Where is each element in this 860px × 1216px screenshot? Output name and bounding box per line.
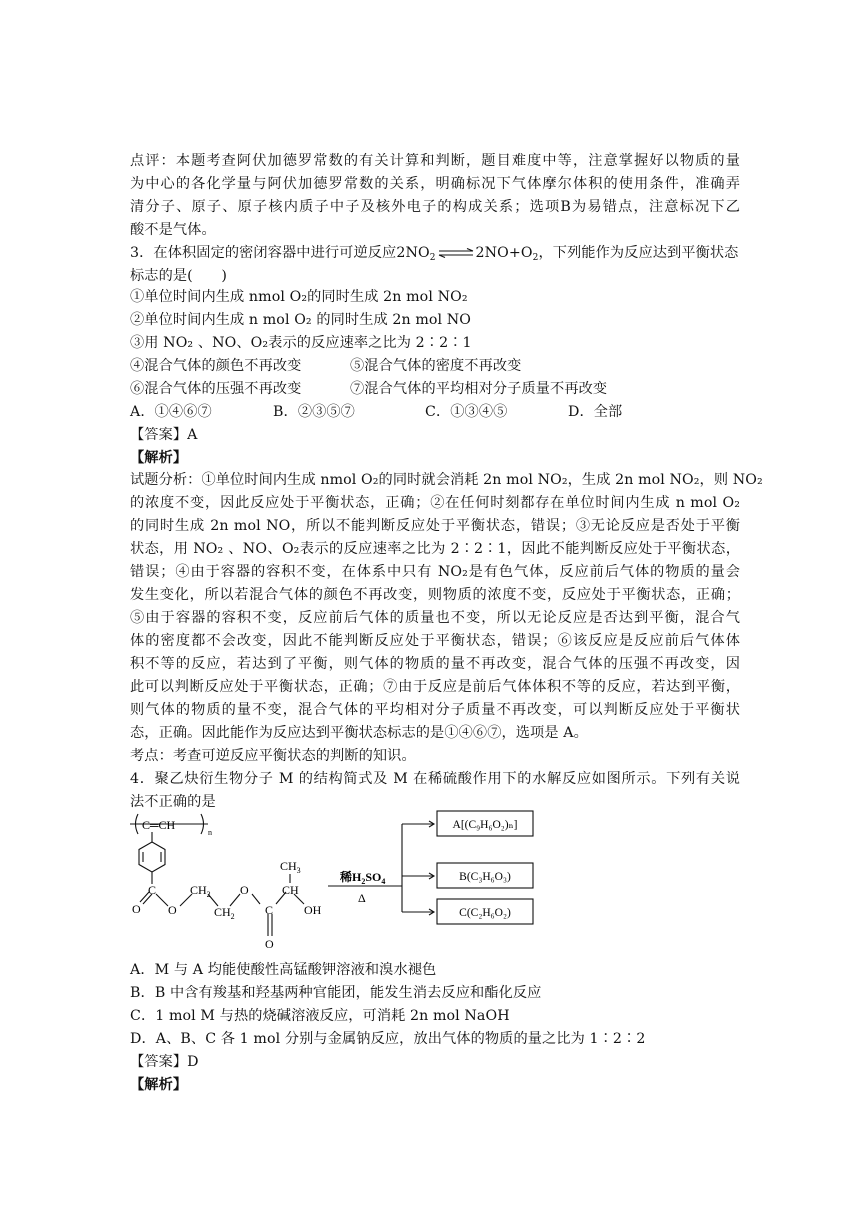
q3-analysis-line-8: 体的密度都不会改变，因此不能判断反应处于平衡状态，错误；⑥该反应是反应前后气体体 <box>130 633 740 649</box>
q3-option-c: C．①③④⑤ <box>425 404 508 420</box>
q3-stem-pre: 3．在体积固定的密闭容器中进行可逆反应 <box>130 245 397 261</box>
q4-stem-line-1: 4．聚乙炔衍生物分子 M 的结构简式及 M 在稀硫酸作用下的水解反应如图所示。下列有关说 <box>130 771 740 787</box>
q3-stem-post: ，下列能作为反应达到平衡状态 <box>538 245 739 261</box>
q3-analysis-line-11: 则气体的物质的量不变，混合气体的平均相对分子质量不再改变，可以判断反应处于平衡状 <box>130 702 740 718</box>
q3-eq-left: $2NO_2$ <box>396 245 436 263</box>
q3-point: 考点：考查可逆反应平衡状态的判断的知识。 <box>130 748 416 764</box>
atom-o-eq-bottom: O <box>265 937 274 951</box>
q3-analysis-line-9: 积不等的反应，若达到了平衡，则气体的物质的量不再改变，混合气体的压强不再改变，因 <box>130 656 740 672</box>
product-c-label: C(C₂H₆O₂) <box>459 907 511 919</box>
q3-analysis-line-7: ⑤由于容器的容积不变，反应前后气体的质量也不变，所以无论反应是否达到平衡，混合气 <box>130 610 740 626</box>
q3-analysis-line-10: 此可以判断反应处于平衡状态，正确；⑦由于反应是前后气体体积不等的反应，若达到平衡， <box>130 679 740 695</box>
q4-structure-figure <box>128 786 568 954</box>
q3-eq-right: $2NO+O_2$ <box>475 245 539 263</box>
q3-analysis-line-5: 错误；④由于容器的容积不变，在体系中只有 NO₂是有色气体，反应前后气体的物质的量会 <box>130 564 740 580</box>
reaction-arrow-icon <box>328 821 434 915</box>
equilibrium-arrow-icon <box>437 248 475 258</box>
atom-ch: CH <box>282 883 299 897</box>
q4-option-d: D．A、B、C 各 1 mol 分别与金属钠反应，放出气体的物质的量之比为 1∶2∶2 <box>130 1031 646 1047</box>
q3-analysis-line-1: 试题分析：①单位时间内生成 nmol O₂的同时就会消耗 2n mol NO₂，生成 2n mol NO₂，则 NO₂ <box>130 472 763 488</box>
q3-analysis-label: 【解析】 <box>130 450 188 466</box>
q3-items-4-5 <box>130 356 740 376</box>
poly-backbone: C═CH <box>142 818 176 832</box>
comment-line-3: 清分子、原子、原子核内质子中子及核外电子的构成关系；选项B为易错点，注意标况下乙 <box>130 199 740 215</box>
q4-analysis-label: 【解析】 <box>130 1077 188 1093</box>
atom-ch3: $CH_3$ <box>280 859 301 875</box>
atom-c-left: C <box>148 883 157 897</box>
reagent-label: 稀$H_2SO_4$ <box>340 870 386 886</box>
product-b-label: B(C₃H₆O₃) <box>459 871 511 883</box>
q4-option-b: B．B 中含有羧基和羟基两种官能团，能发生消去反应和酯化反应 <box>130 985 542 1001</box>
q3-option-b: B．②③⑤⑦ <box>273 404 355 420</box>
atom-ch2-a: $CH_2$ <box>190 883 211 899</box>
q4-option-c: C．1 mol M 与热的烧碱溶液反应，可消耗 2n mol NaOH <box>130 1008 510 1024</box>
comment-line-4: 酸不是气体。 <box>130 222 216 238</box>
q3-item-5: ⑤混合气体的密度不再改变 <box>350 358 522 374</box>
product-a-label: A[(C₉H₆O₂)ₙ] <box>452 819 518 831</box>
q4-option-a: A．M 与 A 均能使酸性高锰酸钾溶液和溴水褪色 <box>130 962 437 978</box>
poly-n: n <box>208 828 212 837</box>
q3-item-4: ④混合气体的颜色不再改变 <box>130 358 302 374</box>
atom-o-eq-left: O <box>132 902 141 916</box>
q3-analysis-line-4: 状态，用 NO₂ 、NO、O₂表示的反应速率之比为 2∶2∶1，因此不能判断反应处于平衡状态， <box>130 541 740 557</box>
atom-o-bridge: O <box>240 883 249 897</box>
q3-stem <box>130 243 740 263</box>
q3-item-2: ②单位时间内生成 n mol O₂ 的同时生成 2n mol NO <box>130 312 472 328</box>
q3-options <box>130 402 740 422</box>
atom-ch2-b: $CH_2$ <box>214 905 235 921</box>
q3-analysis-line-3: 的同时生成 2n mol NO，所以不能判断反应处于平衡状态，错误；③无论反应是否处于平衡 <box>130 518 740 534</box>
comment-line-1: 点评：本题考查阿伏加德罗常数的有关计算和判断，题目难度中等，注意掌握好以物质的量 <box>130 153 740 169</box>
atom-oh: OH <box>304 903 322 917</box>
atom-c-carbonyl: C <box>265 903 274 917</box>
heat-symbol: Δ <box>358 891 366 905</box>
q3-item-3: ③用 NO₂ 、NO、O₂表示的反应速率之比为 2∶2∶1 <box>130 335 472 351</box>
q3-option-d: D．全部 <box>568 404 623 420</box>
q3-item-7: ⑦混合气体的平均相对分子质量不再改变 <box>350 381 608 397</box>
q3-stem-line2: 标志的是( ) <box>130 268 227 284</box>
q3-analysis-line-12: 态，正确。因此能作为反应达到平衡状态标志的是①④⑥⑦，选项是 A。 <box>130 725 588 741</box>
q3-item-1: ①单位时间内生成 nmol O₂的同时生成 2n mol NO₂ <box>130 289 468 305</box>
q3-analysis-line-6: 发生变化，所以若混合气体的颜色不再改变，则物质的浓度不变，反应处于平衡状态，正确； <box>130 587 740 603</box>
q4-answer: 【答案】D <box>130 1054 199 1070</box>
comment-line-2: 为中心的各化学量与阿伏加德罗常数的关系，明确标况下气体摩尔体积的使用条件，准确弄 <box>130 176 740 192</box>
q3-analysis-line-2: 的浓度不变，因此反应处于平衡状态，正确；②在任何时刻都存在单位时间内生成 n mol O₂ <box>130 495 740 511</box>
q3-option-a: A．①④⑥⑦ <box>130 404 212 420</box>
q3-items-6-7 <box>130 379 740 399</box>
q4-stem-line-2: 法不正确的是 <box>130 794 216 810</box>
atom-o-ester: O <box>168 903 177 917</box>
q3-answer: 【答案】A <box>130 427 198 443</box>
q3-item-6: ⑥混合气体的压强不再改变 <box>130 381 302 397</box>
benzene-ring <box>139 832 165 884</box>
